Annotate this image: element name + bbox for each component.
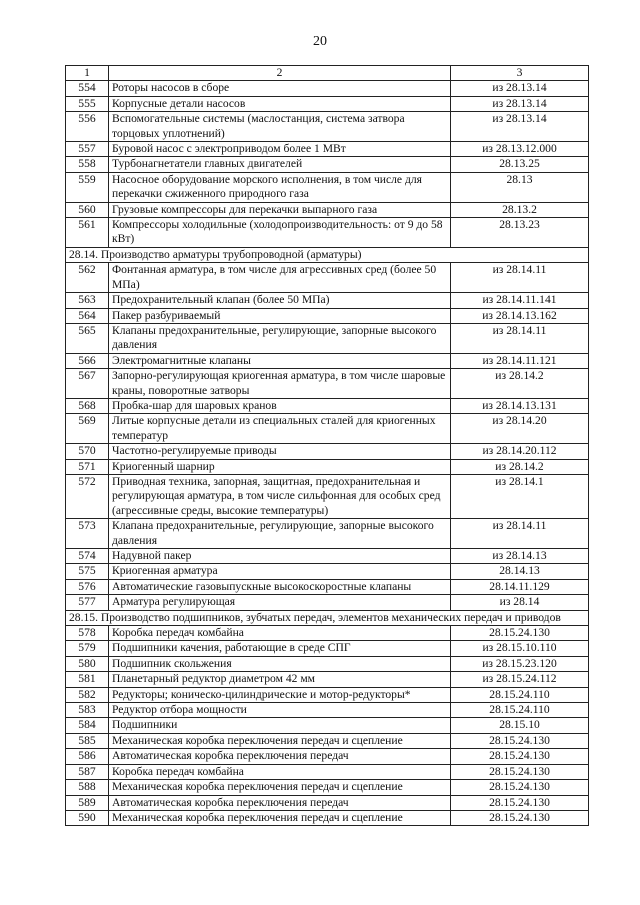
row-code: из 28.15.24.112 (451, 672, 589, 687)
section-title: 28.15. Производство подшипников, зубчатых передач, элементов механических передач и приводов (66, 610, 589, 625)
row-number: 558 (66, 157, 109, 172)
row-name: Предохранительный клапан (более 50 МПа) (109, 293, 451, 308)
row-code: 28.15.24.130 (451, 810, 589, 825)
table-row (66, 656, 589, 671)
row-code: из 28.13.14 (451, 96, 589, 111)
row-code: 28.15.24.130 (451, 749, 589, 764)
table-row (66, 308, 589, 323)
row-name: Электромагнитные клапаны (109, 353, 451, 368)
row-code: из 28.15.10.110 (451, 641, 589, 656)
row-code: из 28.14.11.141 (451, 293, 589, 308)
table-row (66, 353, 589, 368)
row-name: Пакер разбуриваемый (109, 308, 451, 323)
table-row (66, 81, 589, 96)
row-number: 571 (66, 459, 109, 474)
row-code: 28.15.24.130 (451, 626, 589, 641)
table-row (66, 142, 589, 157)
row-code: 28.13 (451, 172, 589, 202)
table-row (66, 398, 589, 413)
row-code: 28.15.24.130 (451, 764, 589, 779)
row-name: Пробка-шар для шаровых кранов (109, 398, 451, 413)
table-body (66, 66, 589, 826)
row-name: Корпусные детали насосов (109, 96, 451, 111)
row-code: 28.13.25 (451, 157, 589, 172)
row-number: 573 (66, 519, 109, 549)
row-number: 562 (66, 263, 109, 293)
table-row (66, 780, 589, 795)
row-code: 28.15.24.110 (451, 703, 589, 718)
row-code: 28.15.10 (451, 718, 589, 733)
row-code: из 28.15.23.120 (451, 656, 589, 671)
row-name: Механическая коробка переключения передач и сцепление (109, 780, 451, 795)
table-row (66, 672, 589, 687)
row-number: 588 (66, 780, 109, 795)
row-code: из 28.14.11 (451, 323, 589, 353)
row-number: 557 (66, 142, 109, 157)
row-number: 554 (66, 81, 109, 96)
row-name: Клапаны предохранительные, регулирующие, запорные высокого давления (109, 323, 451, 353)
table-row (66, 579, 589, 594)
row-code: 28.15.24.130 (451, 780, 589, 795)
row-name: Подшипники качения, работающие в среде СПГ (109, 641, 451, 656)
row-name: Механическая коробка переключения передач и сцепление (109, 810, 451, 825)
row-code: 28.15.24.130 (451, 795, 589, 810)
row-name: Турбонагнетатели главных двигателей (109, 157, 451, 172)
table-row (66, 172, 589, 202)
table-row (66, 202, 589, 217)
row-number: 584 (66, 718, 109, 733)
row-name: Буровой насос с электроприводом более 1 МВт (109, 142, 451, 157)
row-name: Насосное оборудование морского исполнения, в том числе для перекачки сжиженного природного газа (109, 172, 451, 202)
row-name: Грузовые компрессоры для перекачки выпарного газа (109, 202, 451, 217)
row-code: из 28.14.13.131 (451, 398, 589, 413)
row-code: 28.15.24.130 (451, 733, 589, 748)
row-number: 563 (66, 293, 109, 308)
row-number: 561 (66, 218, 109, 248)
row-number: 580 (66, 656, 109, 671)
row-number: 566 (66, 353, 109, 368)
table-row (66, 218, 589, 248)
page-number: 20 (313, 34, 327, 49)
table-row (66, 595, 589, 610)
table-row (66, 263, 589, 293)
row-name: Планетарный редуктор диаметром 42 мм (109, 672, 451, 687)
header-col-code: 3 (451, 66, 589, 81)
row-number: 585 (66, 733, 109, 748)
row-number: 565 (66, 323, 109, 353)
table-header-row (66, 66, 589, 81)
section-row (66, 247, 589, 262)
row-name: Роторы насосов в сборе (109, 81, 451, 96)
row-code: из 28.14.11 (451, 519, 589, 549)
table-row (66, 749, 589, 764)
table-row (66, 459, 589, 474)
table-row (66, 703, 589, 718)
row-code: из 28.14.11.121 (451, 353, 589, 368)
row-name: Фонтанная арматура, в том числе для агрессивных сред (более 50 МПа) (109, 263, 451, 293)
row-number: 590 (66, 810, 109, 825)
row-number: 564 (66, 308, 109, 323)
table-row (66, 519, 589, 549)
row-number: 587 (66, 764, 109, 779)
section-title: 28.14. Производство арматуры трубопроводной (арматуры) (66, 247, 589, 262)
row-name: Криогенная арматура (109, 564, 451, 579)
row-code: 28.13.2 (451, 202, 589, 217)
table-row (66, 764, 589, 779)
row-name: Подшипники (109, 718, 451, 733)
table-row (66, 795, 589, 810)
header-col-name: 2 (109, 66, 451, 81)
row-name: Коробка передач комбайна (109, 626, 451, 641)
row-number: 582 (66, 687, 109, 702)
row-code: 28.14.11.129 (451, 579, 589, 594)
row-number: 576 (66, 579, 109, 594)
table-row (66, 810, 589, 825)
row-code: из 28.13.14 (451, 81, 589, 96)
row-code: из 28.14 (451, 595, 589, 610)
table-row (66, 293, 589, 308)
row-name: Надувной пакер (109, 549, 451, 564)
row-number: 556 (66, 112, 109, 142)
row-name: Арматура регулирующая (109, 595, 451, 610)
table-row (66, 718, 589, 733)
row-number: 581 (66, 672, 109, 687)
row-code: 28.15.24.110 (451, 687, 589, 702)
row-code: из 28.14.20 (451, 414, 589, 444)
table-row (66, 733, 589, 748)
row-number: 577 (66, 595, 109, 610)
row-number: 578 (66, 626, 109, 641)
row-code: из 28.13.12.000 (451, 142, 589, 157)
row-name: Криогенный шарнир (109, 459, 451, 474)
table-row (66, 687, 589, 702)
row-name: Автоматическая коробка переключения передач (109, 749, 451, 764)
row-number: 579 (66, 641, 109, 656)
row-name: Автоматические газовыпускные высокоскоростные клапаны (109, 579, 451, 594)
row-code: из 28.14.13.162 (451, 308, 589, 323)
row-code: 28.13.23 (451, 218, 589, 248)
row-number: 574 (66, 549, 109, 564)
row-number: 589 (66, 795, 109, 810)
table-row (66, 112, 589, 142)
row-number: 570 (66, 444, 109, 459)
header-col-number: 1 (66, 66, 109, 81)
table-row (66, 444, 589, 459)
row-name: Подшипник скольжения (109, 656, 451, 671)
table-row (66, 414, 589, 444)
row-code: из 28.14.11 (451, 263, 589, 293)
row-number: 586 (66, 749, 109, 764)
row-number: 568 (66, 398, 109, 413)
row-name: Редуктор отбора мощности (109, 703, 451, 718)
row-number: 575 (66, 564, 109, 579)
row-code: из 28.14.1 (451, 474, 589, 518)
row-code: 28.14.13 (451, 564, 589, 579)
row-name: Автоматическая коробка переключения передач (109, 795, 451, 810)
row-name: Компрессоры холодильные (холодопроизводительность: от 9 до 58 кВт) (109, 218, 451, 248)
table-row (66, 369, 589, 399)
row-name: Редукторы; коническо-цилиндрические и мотор-редукторы* (109, 687, 451, 702)
table-row (66, 626, 589, 641)
row-number: 569 (66, 414, 109, 444)
row-number: 567 (66, 369, 109, 399)
products-table (65, 65, 589, 826)
row-name: Механическая коробка переключения передач и сцепление (109, 733, 451, 748)
table-row (66, 564, 589, 579)
table-row (66, 549, 589, 564)
row-code: из 28.14.20.112 (451, 444, 589, 459)
row-code: из 28.13.14 (451, 112, 589, 142)
row-name: Запорно-регулирующая криогенная арматура, в том числе шаровые краны, поворотные затворы (109, 369, 451, 399)
row-number: 555 (66, 96, 109, 111)
row-number: 583 (66, 703, 109, 718)
table-row (66, 641, 589, 656)
table-row (66, 323, 589, 353)
table-row (66, 96, 589, 111)
section-row (66, 610, 589, 625)
row-name: Приводная техника, запорная, защитная, предохранительная и регулирующая арматура, в том числе сильфонная для особых сред (агрессивные среды, высокие температуры) (109, 474, 451, 518)
table-row (66, 474, 589, 518)
row-code: из 28.14.13 (451, 549, 589, 564)
row-number: 560 (66, 202, 109, 217)
row-code: из 28.14.2 (451, 459, 589, 474)
row-name: Вспомогательные системы (маслостанция, система затвора торцовых уплотнений) (109, 112, 451, 142)
table-row (66, 157, 589, 172)
row-name: Литые корпусные детали из специальных сталей для криогенных температур (109, 414, 451, 444)
row-name: Коробка передач комбайна (109, 764, 451, 779)
row-name: Частотно-регулируемые приводы (109, 444, 451, 459)
row-name: Клапана предохранительные, регулирующие, запорные высокого давления (109, 519, 451, 549)
row-number: 572 (66, 474, 109, 518)
row-number: 559 (66, 172, 109, 202)
row-code: из 28.14.2 (451, 369, 589, 399)
